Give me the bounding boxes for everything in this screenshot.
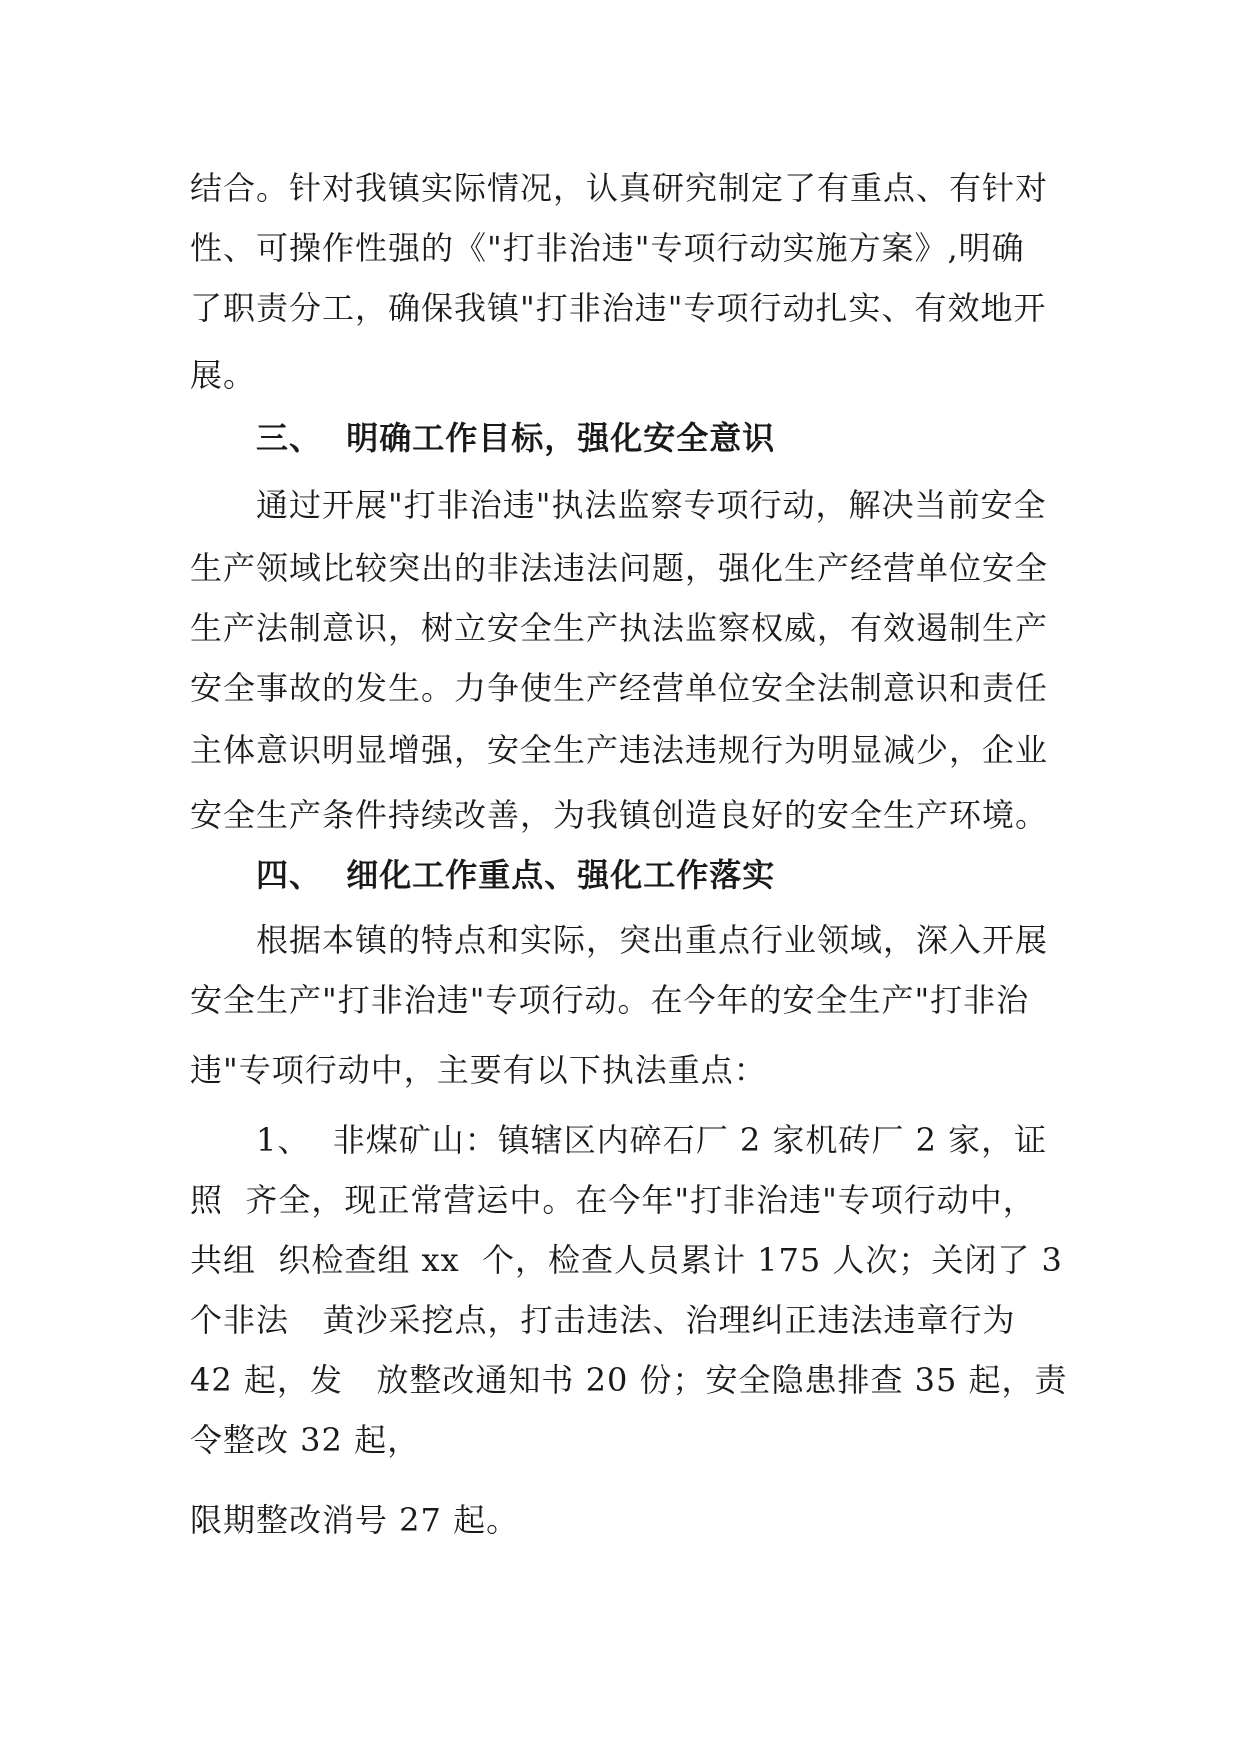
list-item-line: 共组 织检查组 xx 个，检查人员累计 175 人次；关闭了 3 — [190, 1241, 1063, 1279]
list-item-line: 照 齐全，现正常营运中。在今年"打非治违"专项行动中， — [190, 1181, 1036, 1219]
paragraph-line: 安全生产条件持续改善，为我镇创造良好的安全生产环境。 — [190, 796, 1049, 834]
paragraph-line: 生产法制意识，树立安全生产执法监察权威，有效遏制生产 — [190, 609, 1049, 647]
paragraph-line: 违"专项行动中，主要有以下执法重点： — [190, 1051, 767, 1089]
paragraph-line: 生产领域比较突出的非法违法问题，强化生产经营单位安全 — [190, 549, 1049, 587]
paragraph-line: 结合。针对我镇实际情况，认真研究制定了有重点、有针对 — [190, 169, 1049, 207]
paragraph-line: 根据本镇的特点和实际，突出重点行业领域，深入开展 — [256, 921, 1049, 959]
list-item-line: 令整改 32 起， — [190, 1421, 421, 1459]
paragraph-line: 展。 — [190, 356, 257, 394]
paragraph-line: 主体意识明显增强，安全生产违法违规行为明显减少，企业 — [190, 731, 1049, 769]
paragraph-line: 通过开展"打非治违"执法监察专项行动，解决当前安全 — [256, 486, 1047, 524]
paragraph-line: 安全生产"打非治违"专项行动。在今年的安全生产"打非治 — [190, 981, 1030, 1019]
list-item-line: 个非法 黄沙采挖点，打击违法、治理纠正违法违章行为 — [190, 1301, 1016, 1339]
paragraph-line: 性、可操作性强的《"打非治违"专项行动实施方案》,明确 — [190, 229, 1025, 267]
list-item-line: 限期整改消号 27 起。 — [190, 1501, 520, 1539]
section-heading-3: 三、 明确工作目标，强化安全意识 — [256, 419, 776, 457]
paragraph-line: 安全事故的发生。力争使生产经营单位安全法制意识和责任 — [190, 669, 1049, 707]
paragraph-line: 了职责分工，确保我镇"打非治违"专项行动扎实、有效地开 — [190, 289, 1047, 327]
list-item-line: 42 起，发 放整改通知书 20 份；安全隐患排查 35 起，责 — [190, 1361, 1068, 1399]
section-heading-4: 四、 细化工作重点、强化工作落实 — [256, 856, 776, 894]
list-item-line: 1、 非煤矿山：镇辖区内碎石厂 2 家机砖厂 2 家，证 — [256, 1121, 1048, 1159]
